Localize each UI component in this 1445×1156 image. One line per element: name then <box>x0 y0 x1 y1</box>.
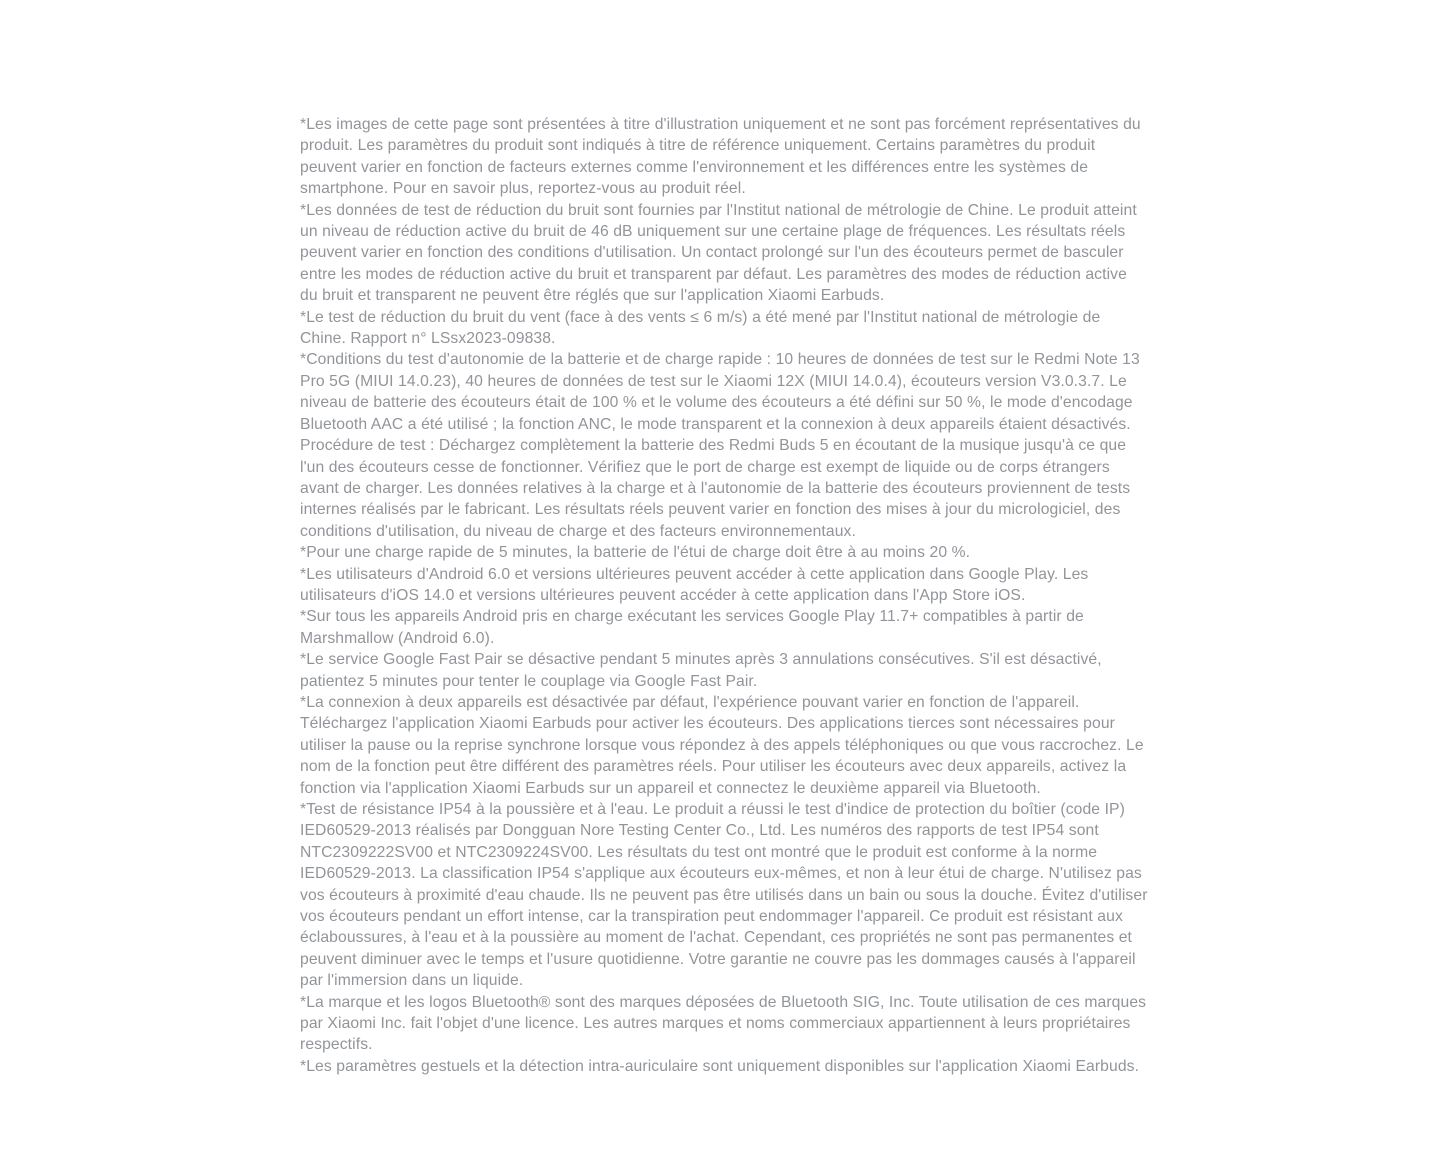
disclaimer-paragraph-dual-device: *La connexion à deux appareils est désactivée par défaut, l'expérience pouvant varier en fonction de l'appareil. Téléchargez l'application Xiaomi Earbuds pour activer les écouteurs. Des applications tierces sont nécessaires pour utiliser la pause ou la reprise synchrone lorsque vous répondez à des appels téléphoniques ou que vous raccrochez. Le nom de la fonction peut être différent des paramètres réels. Pour utiliser les écouteurs avec deux appareils, activez la fonction via l'application Xiaomi Earbuds sur un appareil et connectez le deuxième appareil via Bluetooth. <box>300 693 1144 797</box>
disclaimer-paragraph-gesture-settings: *Les paramètres gestuels et la détection intra-auriculaire sont uniquement disponibles sur l'application Xiaomi Earbuds. <box>300 1057 1140 1075</box>
disclaimer-paragraph-google-play-services: *Sur tous les appareils Android pris en charge exécutant les services Google Play 11.7+ compatibles à partir de Marshmallow (Android 6.0). <box>300 608 1084 647</box>
disclaimer-paragraph-fast-pair: *Le service Google Fast Pair se désactive pendant 5 minutes après 3 annulations consécutives. S'il est désactivé, patientez 5 minutes pour tenter le couplage via Google Fast Pair. <box>300 651 1102 690</box>
disclaimer-paragraph-battery-test: *Conditions du test d'autonomie de la batterie et de charge rapide : 10 heures de données de test sur le Redmi Note 13 Pro 5G (MIUI 14.0.23), 40 heures de données de test sur le Xiaomi 12X (MIUI 14.0.4), écouteurs version V3.0.3.7. Le niveau de batterie des écouteurs était de 100 % et le volume des écouteurs a été défini sur 50 %, le mode d'encodage Bluetooth AAC a été utilisé ; la fonction ANC, le mode transparent et la connexion à deux appareils étaient désactivés. Procédure de test : Déchargez complètement la batterie des Redmi Buds 5 en écoutant de la musique jusqu'à ce que l'un des écouteurs cesse de fonctionner. Vérifiez que le port de charge est exempt de liquide ou de corps étrangers avant de charger. Les données relatives à la charge et à l'autonomie de la batterie des écouteurs proviennent de tests internes réalisés par le fabricant. Les résultats réels peuvent varier en fonction des mises à jour du micrologiciel, des conditions d'utilisation, du niveau de charge et des facteurs environnementaux. <box>300 351 1140 540</box>
disclaimer-paragraph-bluetooth-trademark: *La marque et les logos Bluetooth® sont des marques déposées de Bluetooth SIG, Inc. Toute utilisation de ces marques par Xiaomi Inc. fait l'objet d'une licence. Les autres marques et noms commerciaux appartiennent à leurs propriétaires respectifs. <box>300 993 1147 1054</box>
disclaimer-paragraph-wind-noise-test: *Le test de réduction du bruit du vent (face à des vents ≤ 6 m/s) a été mené par l'Institut national de métrologie de Chine. Rapport n° LSsx2023-09838. <box>300 308 1101 348</box>
disclaimer-paragraph-ip54: *Test de résistance IP54 à la poussière et à l'eau. Le produit a réussi le test d'indice de protection du boîtier (code IP) IED60529-2013 réalisés par Dongguan Nore Testing Center Co., Ltd. Les numéros des rapports de test IP54 sont NTC2309222SV00 et NTC2309224SV00. Les résultats du test ont montré que le produit est conforme à la norme IED60529-2013. La classification IP54 s'applique aux écouteurs eux-mêmes, et non à leur étui de charge. N'utilisez pas vos écouteurs à proximité d'eau chaude. Ils ne peuvent pas être utilisés dans un bain ou sous la douche. Évitez d'utiliser vos écouteurs pendant un effort intense, car la transpiration peut endommager l'appareil. Ce produit est résistant aux éclaboussures, à l'eau et à la poussière au moment de l'achat. Cependant, ces propriétés ne sont pas permanentes et peuvent diminuer avec le temps et l'usure quotidienne. Votre garantie ne couvre pas les dommages causés à l'appareil par l'immersion dans un liquide. <box>300 801 1148 990</box>
disclaimer-paragraph-app-availability: *Les utilisateurs d'Android 6.0 et versions ultérieures peuvent accéder à cette application dans Google Play. Les utilisateurs d'iOS 14.0 et versions ultérieures peuvent accéder à cette application dans l'App Store iOS. <box>300 565 1089 604</box>
disclaimer-paragraph-fast-charge: *Pour une charge rapide de 5 minutes, la batterie de l'étui de charge doit être à au moins 20 %. <box>300 544 971 562</box>
disclaimer-text-block <box>300 114 1148 1077</box>
disclaimer-paragraph-noise-reduction: *Les données de test de réduction du bruit sont fournies par l'Institut national de métrologie de Chine. Le produit atteint un niveau de réduction active du bruit de 46 dB uniquement sur une certaine plage de fréquences. Les résultats réels peuvent varier en fonction des conditions d'utilisation. Un contact prolongé sur l'un des écouteurs permet de basculer entre les modes de réduction active du bruit et transparent par défaut. Les paramètres des modes de réduction active du bruit et transparent ne peuvent être réglés que sur l'application Xiaomi Earbuds. <box>300 201 1137 305</box>
disclaimer-paragraph-images: *Les images de cette page sont présentées à titre d'illustration uniquement et ne sont pas forcément représentatives du produit. Les paramètres du produit sont indiqués à titre de référence uniquement. Certains paramètres du produit peuvent varier en fonction de facteurs externes comme l'environnement et les différences entre les systèmes de smartphone. Pour en savoir plus, reportez-vous au produit réel. <box>300 116 1141 198</box>
